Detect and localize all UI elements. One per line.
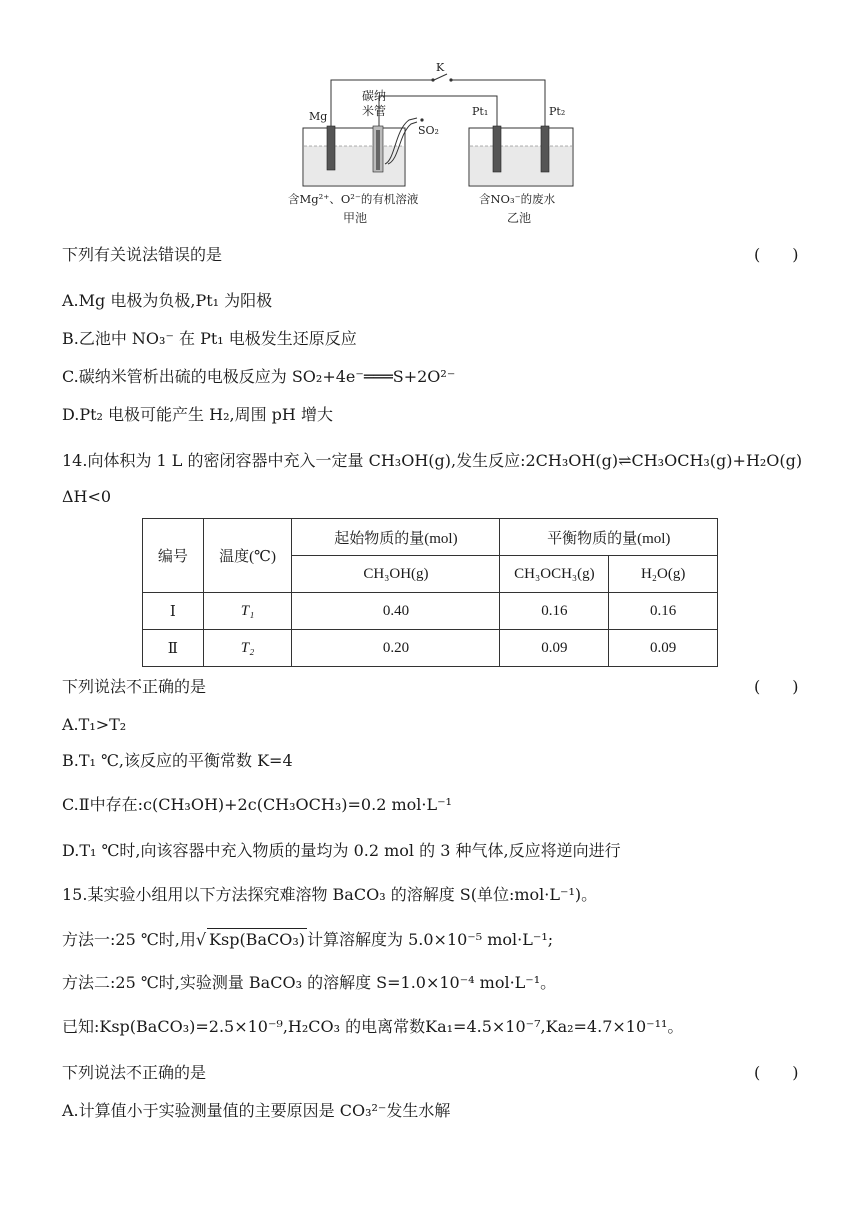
q15-option-a: A.计算值小于实验测量值的主要原因是 CO₃²⁻发生水解 [62, 1101, 451, 1120]
pt2-electrode [541, 126, 549, 172]
q15-method-one [62, 928, 553, 951]
q15-known: 已知:Ksp(BaCO₃)=2.5×10⁻⁹,H₂CO₃ 的电离常数Ka₁=4.5×10⁻⁷,Ka₂=4.7×10⁻¹¹。 [62, 1017, 684, 1036]
header-initial-amount: 起始物质的量(mol) [292, 519, 500, 556]
q13-option-d: D.Pt₂ 电极可能产生 H₂,周围 pH 增大 [62, 405, 333, 424]
row-ch3oh: 0.40 [292, 593, 500, 630]
method-one-suffix: 计算溶解度为 5.0×10⁻⁵ mol·L⁻¹; [307, 930, 554, 949]
method-one-sqrt-expr: Ksp(BaCO₃) [209, 930, 305, 949]
left-cell [288, 88, 439, 225]
q13-option-a: A.Mg 电极为负极,Pt₁ 为阳极 [62, 291, 273, 310]
mg-electrode [327, 126, 335, 170]
q15-stem: 15.某实验小组用以下方法探究难溶物 BaCO₃ 的溶解度 S(单位:mol·L⁻¹)。 [62, 885, 598, 904]
electrochemistry-figure [283, 60, 583, 232]
q14-delta-h: ΔH<0 [62, 487, 112, 506]
right-solution-label: 含NO₃⁻的废水 [479, 192, 556, 206]
q14-stem: 14.向体积为 1 L 的密闭容器中充入一定量 CH₃OH(g),发生反应:2CH₃OH(g)⇌CH₃OCH₃(g)+H₂O(g) [62, 451, 803, 470]
q13-option-c: C.碳纳米管析出硫的电极反应为 SO₂+4e⁻═══S+2O²⁻ [62, 367, 456, 386]
right-cell [469, 105, 573, 225]
q15-answer-paren: ( ) [754, 1063, 799, 1082]
row-ch3och3: 0.09 [500, 630, 609, 667]
q14-question: 下列说法不正确的是 [62, 677, 207, 696]
sqrt-icon: √ [195, 930, 207, 949]
q14-option-c: C.Ⅱ中存在:c(CH₃OH)+2c(CH₃OCH₃)=0.2 mol·L⁻¹ [62, 795, 452, 814]
mg-label: Mg [309, 110, 328, 123]
pt1-label: Pt₁ [472, 105, 489, 118]
pt1-electrode [493, 126, 501, 172]
header-ch3och3: CH₃OCH₃(g) [500, 556, 609, 593]
q14-option-b: B.T₁ ℃,该反应的平衡常数 K=4 [62, 751, 293, 770]
row-temperature: T₁ [203, 593, 292, 630]
q14-option-a: A.T₁>T₂ [62, 715, 127, 734]
table-row [143, 593, 718, 630]
row-ch3och3: 0.16 [500, 593, 609, 630]
cnt-label-2: 米管 [362, 104, 387, 118]
q14-data-table [142, 518, 718, 667]
left-solution-label: 含Mg²⁺、O²⁻的有机溶液 [288, 192, 419, 206]
header-number: 编号 [143, 519, 204, 593]
row-ch3oh: 0.20 [292, 630, 500, 667]
table-row [143, 630, 718, 667]
header-equilibrium-amount: 平衡物质的量(mol) [500, 519, 718, 556]
so2-label: SO₂ [418, 124, 439, 137]
cnt-label-1: 碳纳 [362, 89, 387, 103]
q13-stem: 下列有关说法错误的是 [62, 245, 223, 264]
q15-question: 下列说法不正确的是 [62, 1063, 207, 1082]
row-h2o: 0.09 [609, 630, 718, 667]
header-temperature: 温度(℃) [203, 519, 292, 593]
left-cell-label: 甲池 [343, 211, 368, 225]
q15-method-two: 方法二:25 ℃时,实验测量 BaCO₃ 的溶解度 S=1.0×10⁻⁴ mol·L⁻¹。 [62, 973, 557, 992]
q13-answer-paren: ( ) [754, 245, 799, 264]
method-one-prefix: 方法一:25 ℃时,用 [62, 930, 196, 949]
row-temperature: T₂ [203, 630, 292, 667]
q14-option-d: D.T₁ ℃时,向该容器中充入物质的量均为 0.2 mol 的 3 种气体,反应将逆向进行 [62, 841, 621, 860]
row-number: Ⅰ [143, 593, 204, 630]
switch-label: K [436, 61, 445, 74]
pt2-label: Pt₂ [549, 105, 566, 118]
header-h2o: H₂O(g) [609, 556, 718, 593]
right-cell-label: 乙池 [507, 211, 532, 225]
row-number: Ⅱ [143, 630, 204, 667]
switch-k [431, 61, 452, 82]
q13-option-b: B.乙池中 NO₃⁻ 在 Pt₁ 电极发生还原反应 [62, 329, 357, 348]
row-h2o: 0.16 [609, 593, 718, 630]
q14-answer-paren: ( ) [754, 677, 799, 696]
header-ch3oh: CH₃OH(g) [292, 556, 500, 593]
